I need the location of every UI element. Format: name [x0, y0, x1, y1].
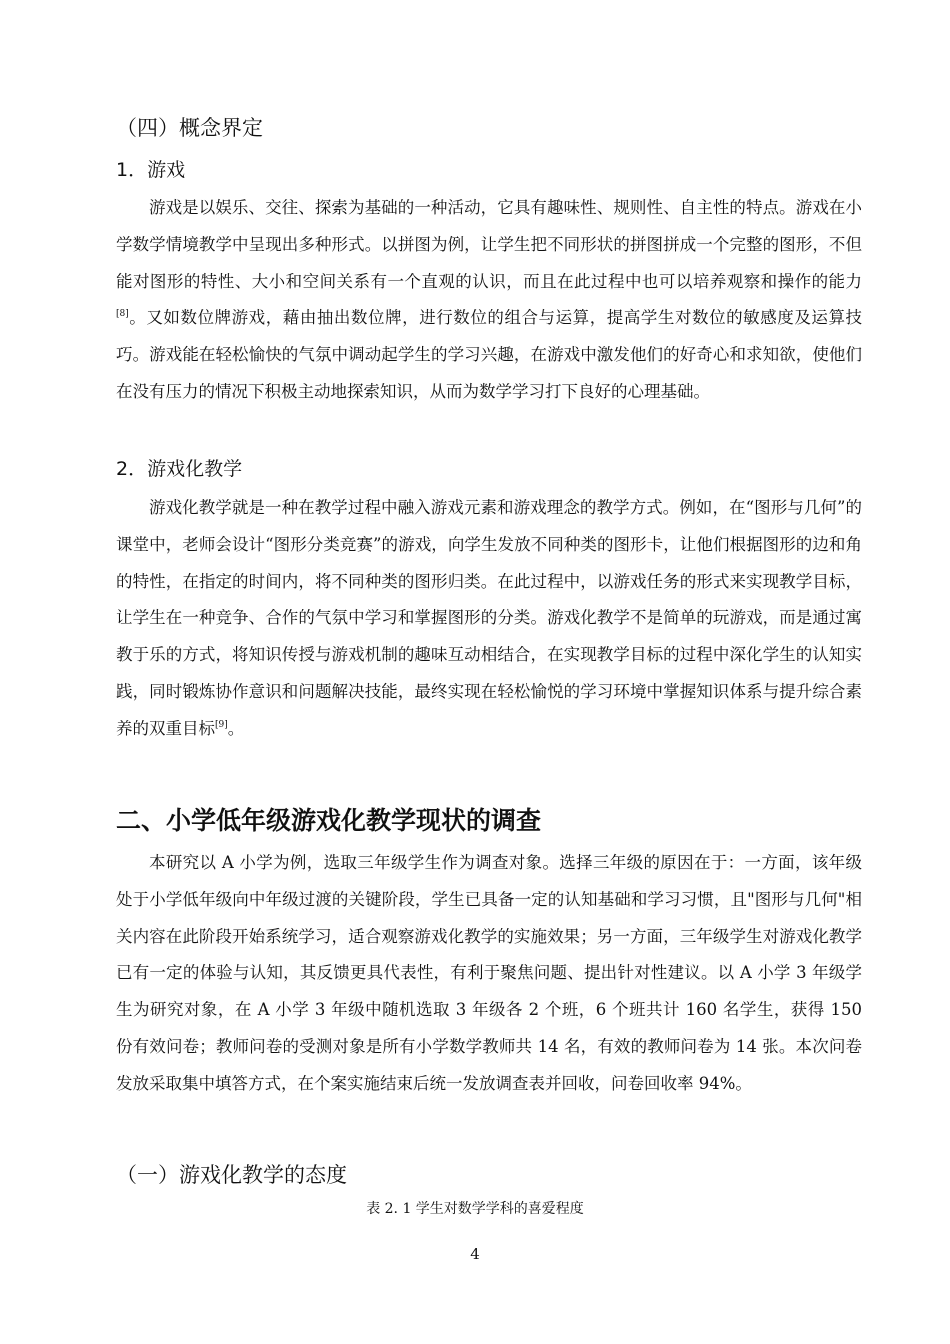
section-heading-attitude: （一）游戏化教学的态度: [116, 1163, 347, 1187]
citation-ref: [8]: [116, 309, 129, 320]
paragraph-text: 游戏是以娱乐、交往、探索为基础的一种活动，它具有趣味性、规则性、自主性的特点。游戏在小学数学情境教学中呈现出多种形式。以拼图为例，让学生把不同形状的拼图拼成一个完整的图形，不但能对图形的特性、大小和空间关系有一个直观的认识，而且在此过程中也可以培养观察和操作的能力: [116, 198, 862, 291]
citation-ref: [9]: [215, 719, 228, 730]
paragraph-text: 。: [227, 718, 245, 738]
subheading-game: 1．游戏: [116, 159, 186, 181]
paragraph-text: 本研究以 A 小学为例，选取三年级学生作为调查对象。选择三年级的原因在于：一方面，该年级处于小学低年级向中年级过渡的关键阶段，学生已具备一定的认知基础和学习习惯，且"图形与几何"相关内容在此阶段开始系统学习，适合观察游戏化教学的实施效果；另一方面，三年级学生对游戏化教学已有一定的体验与认知，其反馈更具代表性，有利于聚焦问题、提出针对性建议。以 A 小学 3 年级学生为研究对象，在 A 小学 3 年级中随机选取 3 年级各 2 个班，6 个班共计 160 名学生，获得 150 份有效问卷；教师问卷的受测对象是所有小学数学教师共 14 名，有效的教师问卷为 14 张。本次问卷发放采取集中填答方式，在个案实施结束后统一发放调查表并回收，问卷回收率 94%。: [116, 853, 862, 1093]
section-heading-concepts: （四）概念界定: [116, 116, 263, 140]
paragraph-game-definition: [116, 190, 862, 411]
paragraph-survey-intro: [116, 845, 862, 1103]
subheading-gamified-teaching: 2．游戏化教学: [116, 458, 243, 480]
paragraph-text: 游戏化教学就是一种在教学过程中融入游戏元素和游戏理念的教学方式。例如，在“图形与几何”的课堂中，老师会设计“图形分类竞赛”的游戏，向学生发放不同种类的图形卡，让他们根据图形的边和角的特性，在指定的时间内，将不同种类的图形归类。在此过程中，以游戏任务的形式来实现教学目标，让学生在一种竞争、合作的气氛中学习和掌握图形的分类。游戏化教学不是简单的玩游戏，而是通过寓教于乐的方式，将知识传授与游戏机制的趣味互动相结合，在实现教学目标的过程中深化学生的认知实践，同时锻炼协作意识和问题解决技能，最终实现在轻松愉悦的学习环境中掌握知识体系与提升综合素养的双重目标: [116, 498, 862, 738]
table-caption: 表 2. 1 学生对数学学科的喜爱程度: [366, 1201, 584, 1217]
chapter-heading-survey: 二、小学低年级游戏化教学现状的调查: [116, 806, 542, 835]
paragraph-text: 。又如数位牌游戏，藉由抽出数位牌，进行数位的组合与运算，提高学生对数位的敏感度及运算技巧。游戏能在轻松愉快的气氛中调动起学生的学习兴趣，在游戏中激发他们的好奇心和求知欲，使他们在没有压力的情况下积极主动地探索知识，从而为数学学习打下良好的心理基础。: [116, 308, 862, 401]
paragraph-gamified-teaching: [116, 490, 862, 748]
page-number: 4: [470, 1245, 480, 1263]
